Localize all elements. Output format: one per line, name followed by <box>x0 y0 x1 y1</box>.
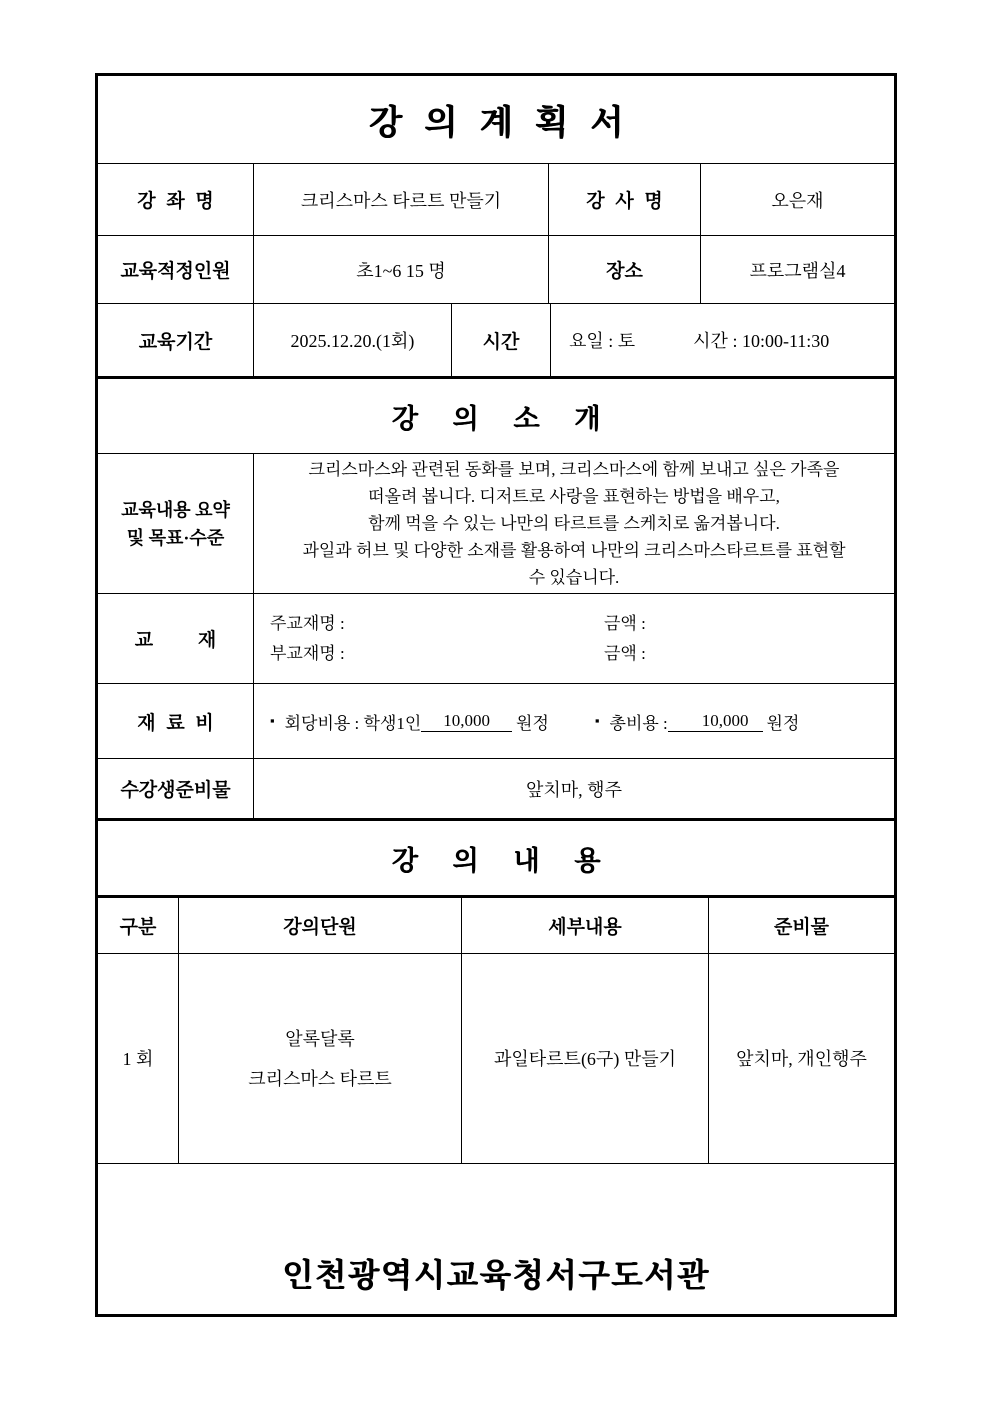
square-bullet-icon: ▪ <box>594 713 600 728</box>
textbook-fields <box>254 603 894 675</box>
square-bullet-icon: ▪ <box>270 713 275 728</box>
capacity-value: 초1~6 15 명 <box>356 260 446 281</box>
per-session-fee-amount: 10,000 <box>421 711 512 732</box>
fee-details <box>254 709 894 734</box>
period-label: 교육기간 <box>138 331 213 353</box>
total-fee-suffix: 원정 <box>766 713 800 733</box>
instructor-value: 오은재 <box>771 190 824 211</box>
instructor-label: 강 사 명 <box>586 191 663 212</box>
summary-label: 교육내용 요약 및 목표·수준 <box>121 499 230 548</box>
sub-textbook-label: 부교재명 : <box>270 643 345 663</box>
total-fee-label: 총비용 : <box>609 713 668 733</box>
lecture-plan-document <box>95 73 897 1317</box>
supplies-row <box>98 758 894 818</box>
summary-text: 크리스마스와 관련된 동화를 보며, 크리스마스에 함께 보내고 싶은 가족을 떠올려 봅니다. 디저트로 사랑을 표현하는 방법을 배우고, 함께 먹을 수 있는 나만의 타르트를 스케치로 옮겨봅니다. 과일과 허브 및 다양한 소재를 활용하여 나만의 크리스마스타르트를 표현할 수 있습니다. <box>302 460 846 587</box>
location-label: 장소 <box>606 261 643 282</box>
main-textbook-label: 주교재명 : <box>270 613 345 633</box>
time-label: 시간 <box>482 331 520 353</box>
textbook-label: 교 재 <box>134 630 217 651</box>
column-header-session: 구분 <box>119 917 157 938</box>
period-value: 2025.12.20.(1회) <box>290 331 415 351</box>
organization-name: 인천광역시교육청서구도서관 <box>282 1257 710 1293</box>
period-row <box>98 303 894 376</box>
per-session-fee-label: 회당비용 : 학생1인 <box>284 713 422 733</box>
main-textbook-price-label: 금액 : <box>604 613 646 633</box>
fee-label: 재 료 비 <box>137 712 214 734</box>
unit-name: 알록달록 크리스마스 타르트 <box>248 1028 392 1089</box>
content-section-heading: 강 의 내 용 <box>391 845 601 876</box>
schedule-time: 시간 : 10:00-11:30 <box>693 331 830 351</box>
detail-content: 과일타르트(6구) 만들기 <box>494 1048 676 1069</box>
intro-section-header-row <box>98 376 894 453</box>
course-name-row <box>98 163 894 235</box>
textbook-row <box>98 593 894 683</box>
content-table-row <box>98 953 894 1163</box>
materials-content: 앞치마, 개인행주 <box>736 1048 867 1069</box>
column-header-materials: 준비물 <box>773 917 830 938</box>
course-name-label: 강 좌 명 <box>137 191 214 212</box>
document-title: 강 의 계 획 서 <box>368 105 624 142</box>
total-fee-amount: 10,000 <box>668 711 763 732</box>
session-number: 1 회 <box>122 1048 154 1069</box>
per-session-fee-suffix: 원정 <box>516 713 549 733</box>
summary-row <box>98 453 894 593</box>
title-row <box>98 76 894 163</box>
schedule-cell <box>550 304 894 376</box>
column-header-unit: 강의단원 <box>283 917 357 938</box>
fee-row <box>98 683 894 758</box>
column-header-detail: 세부내용 <box>548 917 622 938</box>
content-section-header-row <box>98 818 894 898</box>
intro-section-heading: 강 의 소 개 <box>391 403 601 434</box>
supplies-label: 수강생준비물 <box>120 780 231 801</box>
schedule-day: 요일 : 토 <box>569 331 636 351</box>
capacity-label: 교육적정인원 <box>120 261 231 282</box>
capacity-row <box>98 235 894 303</box>
content-table-header <box>98 898 894 953</box>
footer-row <box>98 1163 894 1314</box>
supplies-value: 앞치마, 행주 <box>526 779 622 800</box>
sub-textbook-price-label: 금액 : <box>604 643 646 663</box>
location-value: 프로그램실4 <box>749 260 846 281</box>
course-name-value: 크리스마스 타르트 만들기 <box>300 190 502 211</box>
